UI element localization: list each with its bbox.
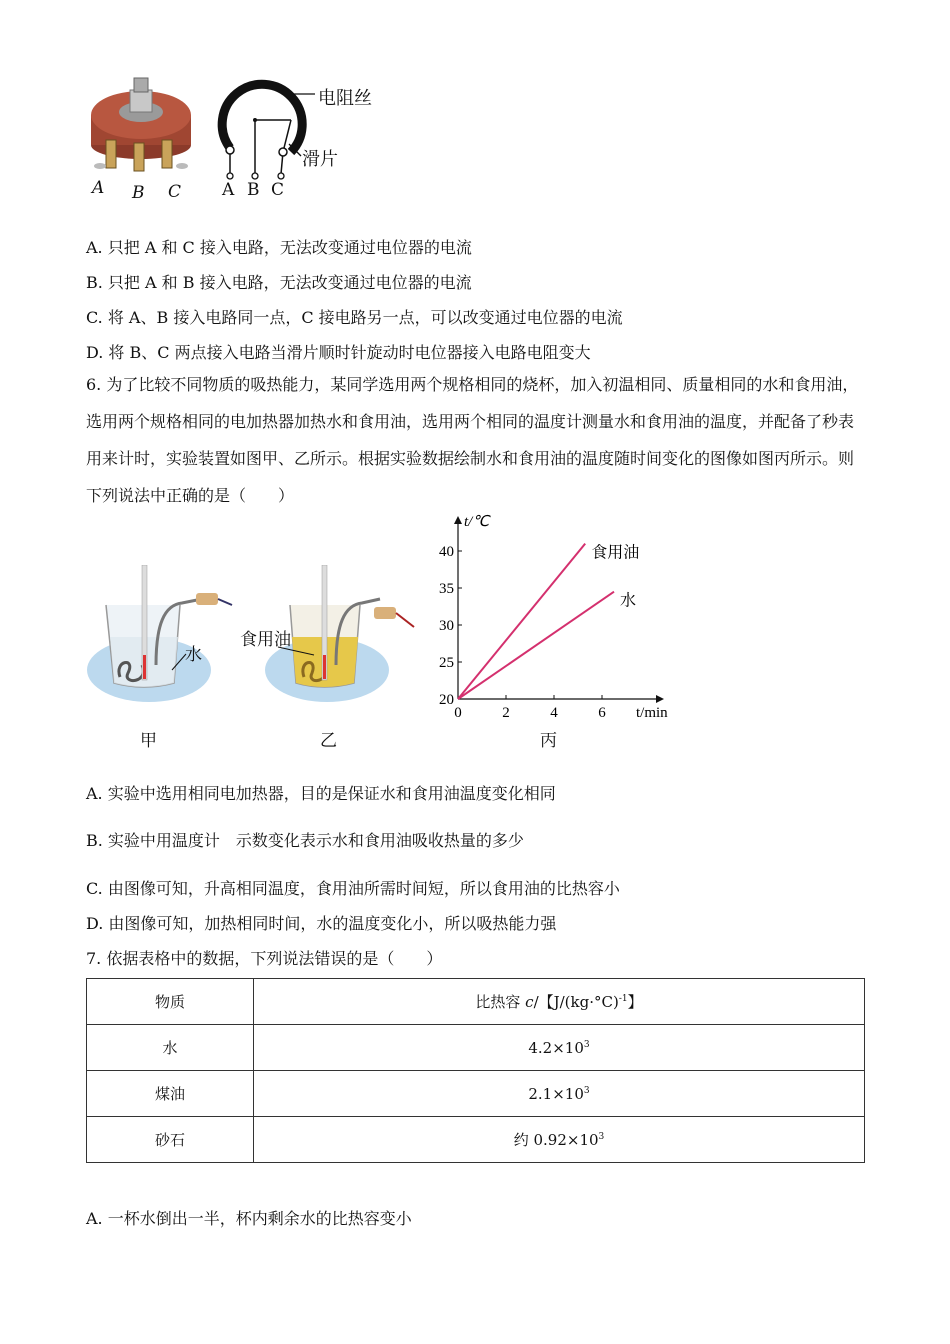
series-line-0 (458, 544, 585, 699)
caption-yi: 乙 (320, 731, 337, 751)
cell-substance: 煤油 (87, 1071, 254, 1117)
resistance-wire-label: 电阻丝 (318, 88, 372, 109)
series-label-1: 水 (620, 590, 637, 610)
q5-option-c: C. 将 A、B 接入电路同一点，C 接电路另一点，可以改变通过电位器的电流 (86, 308, 623, 327)
header-substance: 物质 (87, 979, 254, 1025)
series-label-0: 食用油 (591, 542, 640, 562)
cell-value: 约 $0.92\times 10^3$ (254, 1117, 865, 1163)
q7-option-a: A. 一杯水倒出一半，杯内剩余水的比热容变小 (86, 1209, 412, 1228)
water-label: 水 (185, 645, 202, 665)
cell-value: $4.2\times 10^3$ (254, 1025, 865, 1071)
q5-option-d: D. 将 B、C 两点接入电路当滑片顺时针旋动时电位器接入电路电阻变大 (86, 343, 591, 362)
photo-terminal-a: A (92, 178, 105, 198)
x-tick-label: 6 (598, 705, 606, 720)
slider-label: 滑片 (302, 149, 338, 170)
q6-option-a: A. 实验中选用相同电加热器，目的是保证水和食用油温度变化相同 (86, 784, 556, 803)
cell-substance: 水 (87, 1025, 254, 1071)
x-tick-label: 0 (454, 705, 462, 720)
series-line-1 (458, 592, 614, 699)
photo-terminal-c: C (168, 182, 182, 202)
q6-option-c: C. 由图像可知，升高相同温度，食用油所需时间短，所以食用油的比热容小 (86, 879, 620, 898)
cell-substance: 砂石 (87, 1117, 254, 1163)
specific-heat-table (86, 978, 865, 1163)
diagram-terminal-a: A (222, 180, 235, 200)
y-tick-label: 20 (439, 692, 454, 708)
table-row (87, 1071, 865, 1117)
x-axis-arrow (656, 695, 664, 703)
x-tick-label: 2 (502, 705, 510, 720)
header-capacity: 比热容 c/【$J/(kg\cdot^\circ C)^{-1}$】 (254, 979, 865, 1025)
q5-option-a: A. 只把 A 和 C 接入电路，无法改变通过电位器的电流 (86, 238, 472, 257)
caption-bing: 丙 (540, 731, 557, 751)
y-tick-label: 35 (439, 581, 454, 597)
y-tick-label: 40 (439, 544, 454, 560)
y-axis-label: t/℃ (464, 514, 490, 530)
y-tick-label: 30 (439, 618, 454, 634)
table-row (87, 1117, 865, 1163)
x-tick-label: 4 (550, 705, 558, 720)
y-tick-label: 25 (439, 655, 454, 671)
q7-stem: 7. 依据表格中的数据，下列说法错误的是（ ） (86, 949, 443, 968)
oil-label: 食用油 (240, 630, 291, 650)
diagram-terminal-c: C (271, 180, 285, 200)
q6-stem: 6. 为了比较不同物质的吸热能力，某同学选用两个规格相同的烧杯，加入初温相同、质量相同的水和食用油，选用两个规格相同的电加热器加热水和食用油，选用两个相同的温度计测量水和食用油的温度，并配备了秒表用来计时，实验装置如图甲、乙所示。根据实验数据绘制水和食用油的温度随时间变化的图像如图丙所示。则下列说法中正确的是（ ） (86, 375, 859, 505)
q6-option-b: B. 实验中用温度计 示数变化表示水和食用油吸收热量的多少 (86, 831, 524, 850)
cell-value: $2.1\times 10^3$ (254, 1071, 865, 1117)
q5-option-b: B. 只把 A 和 B 接入电路，无法改变通过电位器的电流 (86, 273, 472, 292)
photo-terminal-b: B (132, 183, 145, 203)
x-axis-label: t/min (636, 705, 668, 720)
diagram-terminal-b: B (247, 180, 260, 200)
q6-option-d: D. 由图像可知，加热相同时间，水的温度变化小，所以吸热能力强 (86, 914, 557, 933)
temperature-time-chart (430, 510, 690, 720)
y-axis-arrow (454, 516, 462, 524)
table-header-row (87, 979, 865, 1025)
table-row (87, 1025, 865, 1071)
caption-jia: 甲 (140, 731, 157, 751)
beaker-water-figure (84, 565, 234, 715)
